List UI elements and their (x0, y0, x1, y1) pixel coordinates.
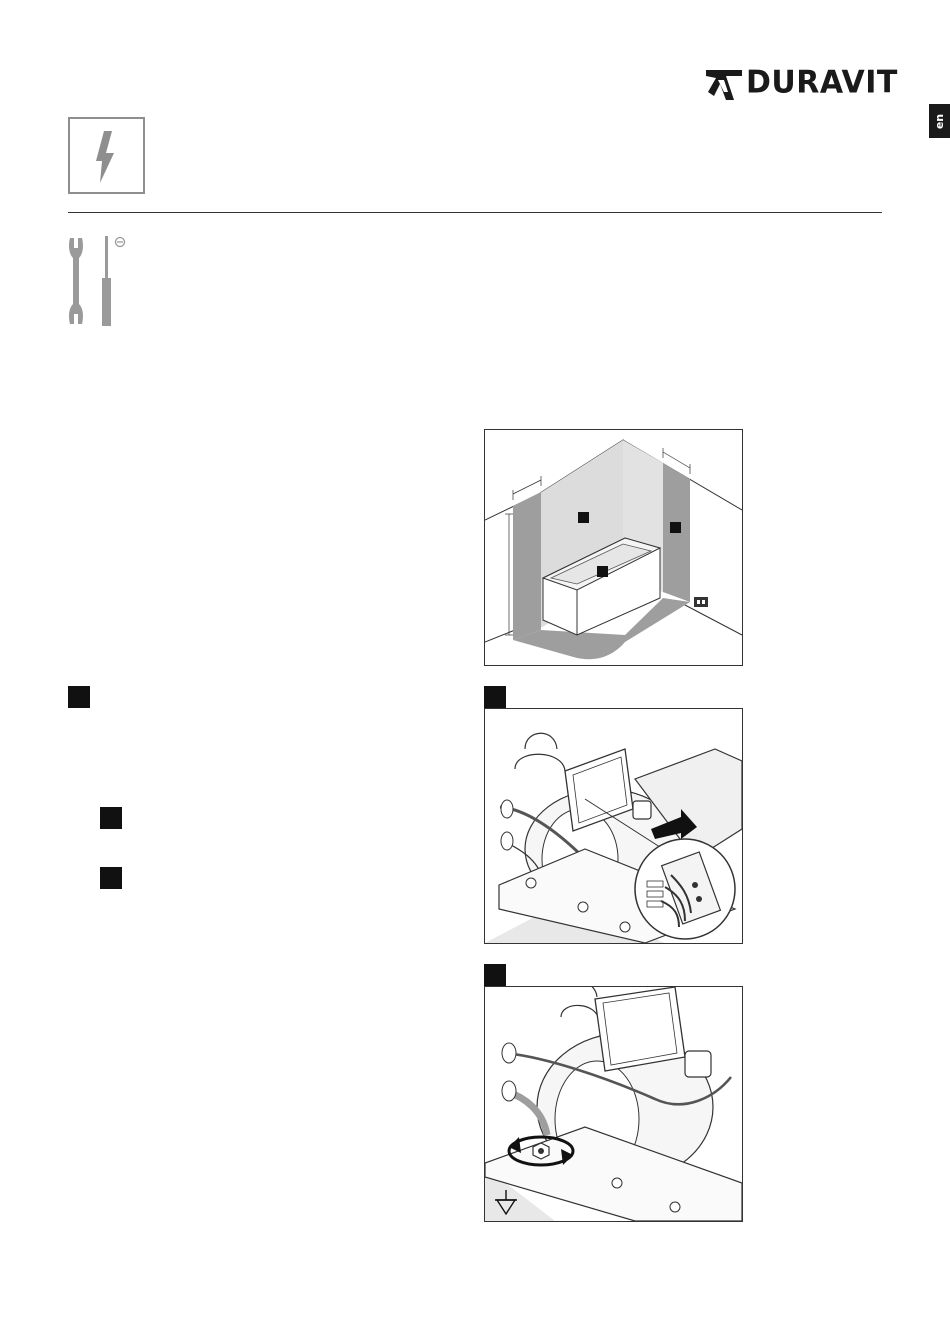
pump-earth-terminal-illustration (485, 987, 742, 1221)
language-tab[interactable] (929, 104, 950, 138)
figure-b-marker (484, 964, 506, 986)
duravit-logo (704, 62, 898, 106)
tools-panel (64, 234, 130, 330)
bathroom-zones-figure (484, 429, 743, 666)
lightning-bolt-icon (70, 119, 143, 192)
earth-ground-symbol (492, 1190, 520, 1216)
brand-name: DURAVIT (746, 64, 898, 101)
language-label: en (932, 113, 946, 129)
figure-a-marker (484, 686, 506, 708)
electrical-warning-box (68, 117, 145, 194)
step-marker (68, 686, 90, 708)
pump-junction-box-illustration (485, 709, 742, 943)
earth-connection-figure (484, 986, 743, 1222)
duravit-logo-mark (704, 62, 748, 106)
header-divider (68, 212, 882, 213)
substep-marker-2 (100, 867, 122, 889)
bathroom-zones-illustration (485, 430, 742, 665)
earth-ground-icon (492, 1190, 520, 1216)
cable-connection-figure (484, 708, 743, 944)
wrench-screwdriver-icon (64, 234, 130, 330)
substep-marker-1 (100, 807, 122, 829)
